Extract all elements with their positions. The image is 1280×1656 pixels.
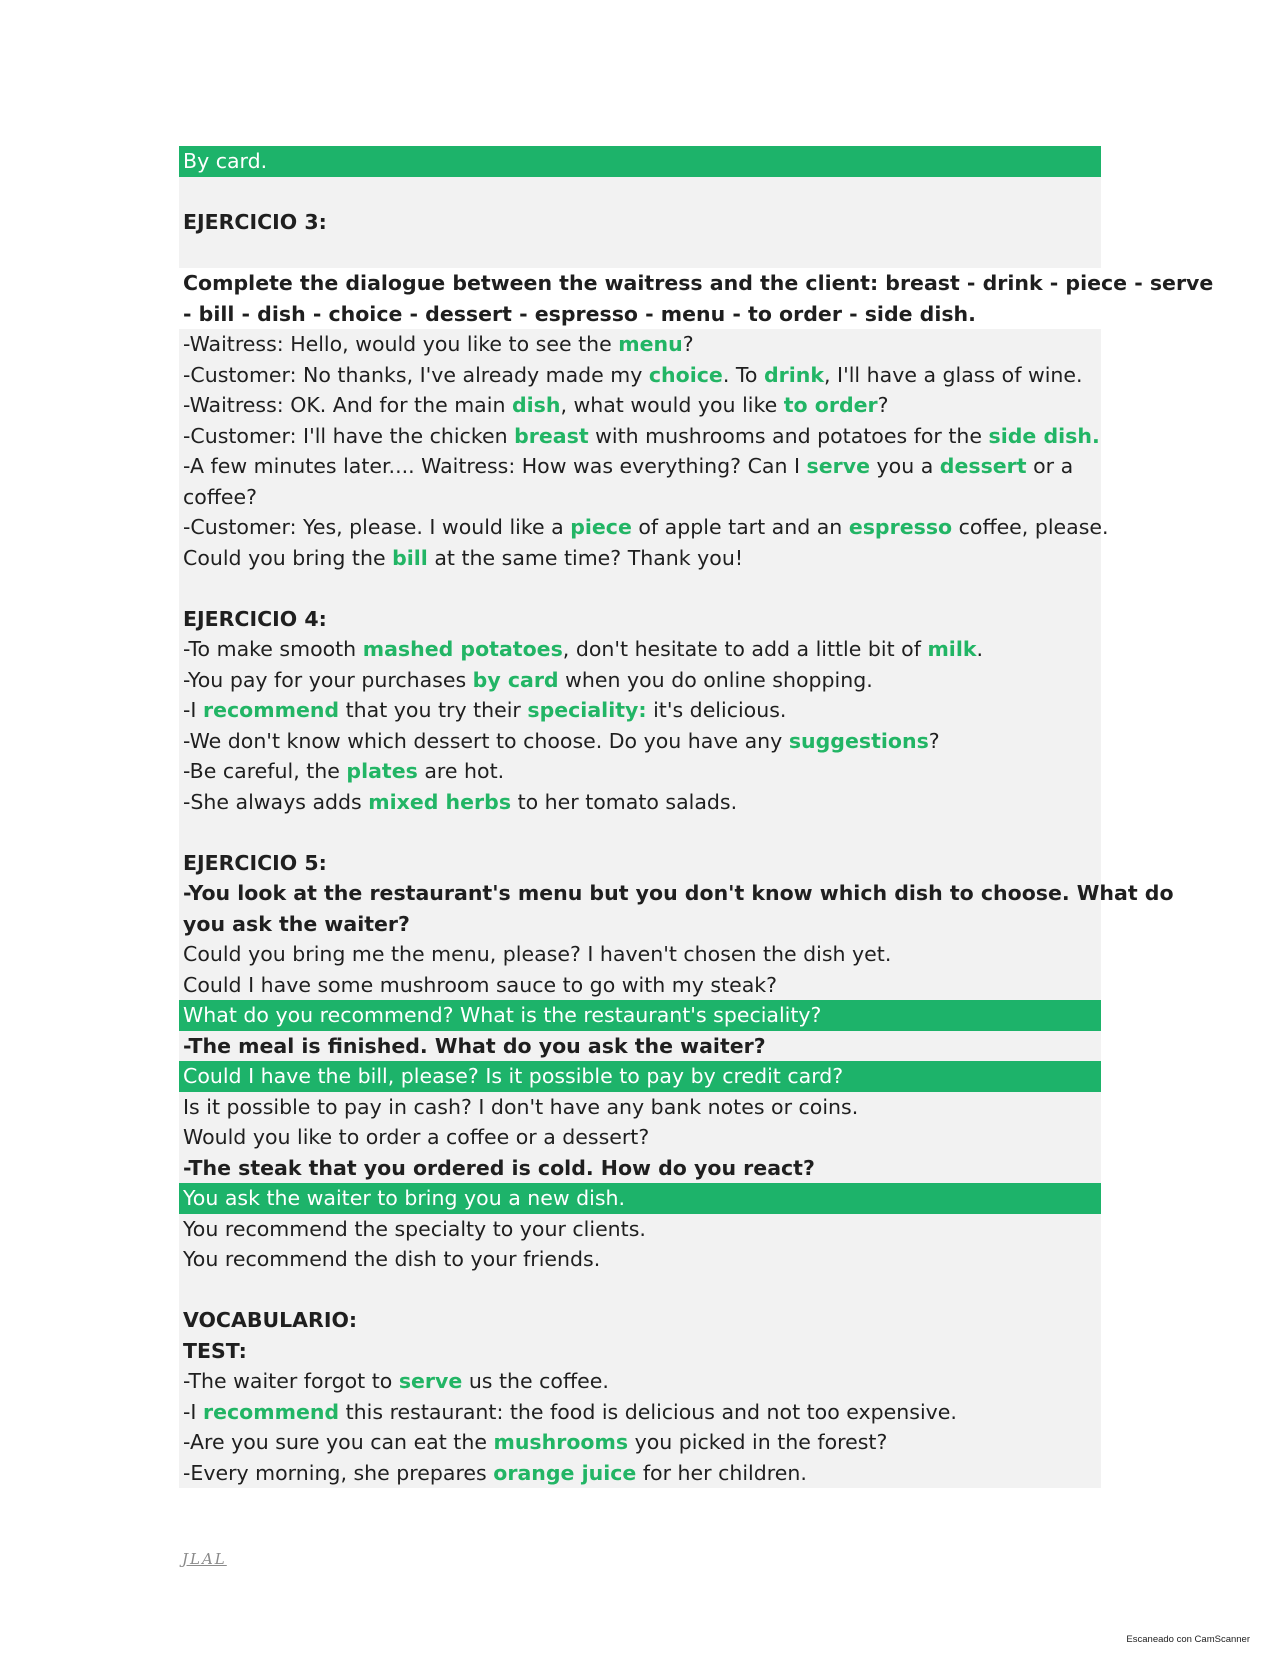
answer-word: mashed potatoes <box>362 637 563 661</box>
answer-word: side dish. <box>988 423 1100 448</box>
answer-word: suggestions <box>788 728 929 753</box>
answer-word: dessert <box>939 454 1027 478</box>
dialogue-line: coffee? <box>179 482 1101 513</box>
dialogue-line: -Customer: No thanks, I've already made my choice. To drink, I'll have a glass of wine. <box>179 360 1101 391</box>
highlighted-answer-by-card: By card. <box>179 146 1101 177</box>
option: Could I have some mushroom sauce to go with my steak? <box>179 970 1101 1001</box>
spacer <box>179 177 1101 208</box>
option: Would you like to order a coffee or a dessert? <box>179 1122 1101 1153</box>
answer-word: milk <box>927 637 977 661</box>
dialogue-line: Could you bring the bill at the same time? Thank you! <box>179 543 1101 574</box>
answer-word: breast <box>514 423 589 448</box>
exercise-4-title: EJERCICIO 4: <box>179 604 1101 635</box>
answer-word: serve <box>806 454 871 478</box>
exercise-5-title: EJERCICIO 5: <box>179 848 1101 879</box>
answer-word: recommend <box>202 698 340 722</box>
spacer <box>179 573 1101 604</box>
sentence-line: -We don't know which dessert to choose. Do you have any suggestions? <box>179 726 1101 757</box>
vocabulary-title: VOCABULARIO: <box>179 1305 1101 1336</box>
highlighted-correct-option: What do you recommend? What is the restaurant's speciality? <box>179 1000 1101 1031</box>
dialogue-line: -Waitress: OK. And for the main dish, what would you like to order? <box>179 390 1101 421</box>
answer-word: piece <box>570 515 632 539</box>
sentence-line: -Every morning, she prepares orange juice for her children. <box>179 1458 1101 1489</box>
question: -The steak that you ordered is cold. How do you react? <box>179 1153 1101 1184</box>
option: You recommend the dish to your friends. <box>179 1244 1101 1275</box>
spacer <box>179 817 1101 848</box>
answer-word: mushrooms <box>493 1430 629 1454</box>
question-cont: you ask the waiter? <box>179 909 1101 940</box>
question: -The meal is finished. What do you ask the waiter? <box>179 1031 1101 1062</box>
answer-word: speciality: <box>527 698 647 722</box>
answer-word: espresso <box>848 515 953 539</box>
option: Is it possible to pay in cash? I don't have any bank notes or coins. <box>179 1092 1101 1123</box>
dialogue-line: -Customer: I'll have the chicken breast with mushrooms and potatoes for the side dish. <box>179 421 1101 452</box>
option: Could you bring me the menu, please? I haven't chosen the dish yet. <box>179 939 1101 970</box>
answer-word: choice <box>648 362 723 387</box>
answer-word: bill <box>392 545 428 570</box>
option: You recommend the specialty to your clients. <box>179 1214 1101 1245</box>
answer-word: orange juice <box>493 1460 637 1485</box>
answer-word: by card <box>472 667 559 692</box>
dialogue-line: -Customer: Yes, please. I would like a piece of apple tart and an espresso coffee, please. <box>179 512 1101 543</box>
test-title: TEST: <box>179 1336 1101 1367</box>
answer-word: menu <box>618 332 683 356</box>
answer-word: serve <box>398 1369 463 1393</box>
exercise-3-instruction: Complete the dialogue between the waitress and the client: breast - drink - piece - serve <box>179 268 1101 299</box>
answer-word: plates <box>346 759 418 783</box>
answer-word: drink <box>763 362 825 387</box>
highlighted-correct-option: You ask the waiter to bring you a new dish. <box>179 1183 1101 1214</box>
answer-word: recommend <box>202 1399 340 1424</box>
signature: JLAL <box>182 1550 227 1568</box>
sentence-line: -Be careful, the plates are hot. <box>179 756 1101 787</box>
sentence-line: -I recommend that you try their speciality: it's delicious. <box>179 695 1101 726</box>
sentence-line: -I recommend this restaurant: the food is delicious and not too expensive. <box>179 1397 1101 1428</box>
sentence-line: -She always adds mixed herbs to her tomato salads. <box>179 787 1101 818</box>
sentence-line: -To make smooth mashed potatoes, don't hesitate to add a little bit of milk. <box>179 634 1101 665</box>
worksheet <box>179 146 1214 1488</box>
sentence-line: -The waiter forgot to serve us the coffee. <box>179 1366 1101 1397</box>
spacer <box>179 1275 1101 1306</box>
spacer <box>179 238 1101 269</box>
answer-word: mixed herbs <box>368 789 512 814</box>
dialogue-line: -Waitress: Hello, would you like to see the menu? <box>179 329 1101 360</box>
sentence-line: -You pay for your purchases by card when you do online shopping. <box>179 665 1101 696</box>
highlighted-correct-option: Could I have the bill, please? Is it possible to pay by credit card? <box>179 1061 1101 1092</box>
exercise-3-instruction-cont: - bill - dish - choice - dessert - espresso - menu - to order - side dish. <box>179 299 1101 330</box>
dialogue-line: -A few minutes later.... Waitress: How was everything? Can I serve you a dessert or a <box>179 451 1101 482</box>
question: -You look at the restaurant's menu but you don't know which dish to choose. What do <box>179 878 1101 909</box>
exercise-3-title: EJERCICIO 3: <box>179 207 1101 238</box>
answer-word: to order <box>783 393 878 417</box>
scanner-watermark: Escaneado con CamScanner <box>1126 1634 1250 1645</box>
answer-word: dish <box>511 393 561 417</box>
sentence-line: -Are you sure you can eat the mushrooms you picked in the forest? <box>179 1427 1101 1458</box>
